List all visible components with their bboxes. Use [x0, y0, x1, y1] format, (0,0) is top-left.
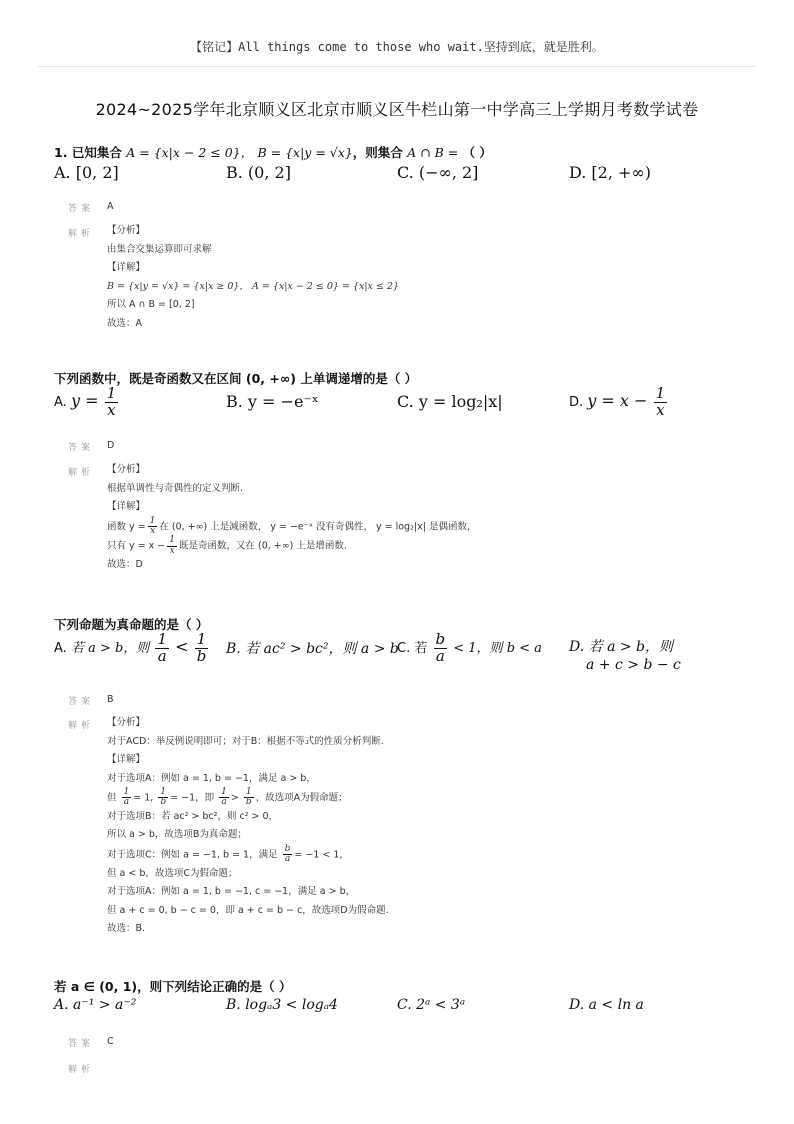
analysis-body — [107, 222, 399, 333]
option-expr: y = — [70, 390, 99, 410]
option-c — [397, 632, 542, 665]
numerator: 1 — [158, 788, 168, 798]
option-c: C. (−∞, 2] — [397, 163, 479, 182]
numerator: 1 — [123, 787, 130, 797]
fraction — [434, 632, 448, 665]
numerator: 1 — [149, 515, 156, 526]
denominator: x — [107, 400, 116, 419]
question-2 — [54, 369, 754, 387]
answer-label: 答案 — [68, 697, 95, 707]
answer-value: D — [107, 440, 115, 451]
question-number: 1. — [54, 145, 68, 160]
option-letter: D. — [569, 394, 584, 410]
denominator: x — [656, 400, 665, 419]
analysis-line — [107, 517, 476, 537]
option-d: D. [2, +∞) — [569, 163, 651, 182]
question-1 — [54, 143, 754, 193]
option-c: C. y = log₂|x| — [397, 392, 503, 411]
option-expr: < 1，则 b < a — [453, 640, 542, 656]
text: 在 (0, +∞) 上是减函数， y = −e⁻ˣ 没有奇偶性， y = log₂|x| 是偶函数， — [159, 520, 477, 532]
analysis-line: 故选：D — [107, 559, 143, 571]
denominator: a — [435, 646, 445, 665]
analysis-line: 故选：B. — [107, 923, 146, 935]
analysis-label: 解析 — [68, 1065, 95, 1075]
intersection-expr: A ∩ B = — [407, 145, 459, 160]
text: 只有 y = x − — [107, 540, 166, 552]
text: 但 — [107, 792, 117, 804]
denominator: b — [245, 797, 252, 808]
option-d-conclusion: a + c > b − c — [586, 657, 681, 673]
answer-label: 答案 — [68, 1039, 95, 1049]
numerator: 1 — [655, 384, 666, 402]
numerator: 1 — [106, 384, 117, 402]
question-4 — [54, 977, 754, 995]
analysis-label: 解析 — [68, 229, 95, 239]
denominator: a — [284, 854, 291, 865]
option-d — [569, 386, 669, 419]
text: = −1 < 1， — [294, 849, 349, 861]
fraction — [105, 386, 119, 419]
motto-banner: 【铭记】All things come to those who wait.坚持到底，就是胜利。 — [190, 40, 604, 54]
analysis-line: 对于选项A：例如 a = 1, b = −1, c = −1，满足 a > b， — [107, 886, 356, 898]
fraction — [167, 536, 177, 556]
numerator: 1 — [157, 630, 167, 648]
option-letter: C. — [397, 640, 411, 656]
question-1-stem — [54, 143, 754, 161]
analysis-line: 【分析】 — [107, 464, 146, 475]
fraction — [122, 788, 132, 808]
text: > — [230, 792, 239, 804]
operator: < — [175, 636, 189, 656]
text: = 1, — [133, 792, 154, 804]
option-a — [54, 386, 120, 419]
stem-text: 已知集合 — [71, 145, 122, 160]
option-a — [54, 632, 210, 665]
numerator: b — [435, 630, 446, 648]
option-d: D. 若 a > b，则 — [569, 639, 674, 655]
denominator: a — [157, 646, 167, 665]
analysis-line: 但 a < b，故选项C为假命题； — [107, 867, 238, 879]
option-b: B. y = −e⁻ˣ — [226, 392, 319, 411]
question-2-stem: 下列函数中，既是奇函数又在区间 (0, +∞) 上单调递增的是（ ） — [54, 371, 418, 386]
option-a: A. [0, 2] — [54, 163, 119, 182]
page-title: 2024~2025学年北京顺义区北京市顺义区牛栏山第一中学高三上学期月考数学试卷 — [95, 100, 699, 119]
analysis-line — [107, 536, 476, 556]
stem-text: ，则集合 — [352, 145, 403, 160]
question-1-options — [54, 163, 754, 193]
fraction — [244, 788, 254, 808]
fraction — [283, 845, 293, 865]
option-letter: A. — [54, 394, 67, 410]
set-a: A = {x|x − 2 ≤ 0}， — [126, 145, 254, 160]
answer-value: A — [107, 201, 114, 212]
answer-value: C — [107, 1036, 114, 1047]
question-4-stem: 若 a ∈ (0, 1)，则下列结论正确的是（ ） — [54, 979, 292, 994]
analysis-line: 对于选项B：若 ac² > bc²，则 c² > 0， — [107, 810, 279, 822]
option-b: B. 若 ac² > bc²，则 a > b — [226, 641, 399, 657]
text: 函数 y = — [107, 520, 146, 532]
denominator: x — [169, 545, 175, 556]
analysis-line — [107, 845, 389, 865]
analysis-line: 【分析】 — [107, 717, 146, 728]
analysis-line: 故选：A — [107, 317, 142, 329]
analysis-line: 由集合交集运算即可求解 — [107, 243, 212, 255]
fraction — [158, 788, 168, 808]
analysis-body — [107, 714, 389, 939]
option-expr: 若 a > b，则 — [70, 640, 150, 656]
fraction — [155, 632, 169, 665]
numerator: b — [284, 843, 291, 854]
text: = −1，即 — [170, 792, 215, 804]
answer-value: B — [107, 694, 114, 705]
option-c: C. 2ᵃ < 3ᵃ — [397, 997, 466, 1013]
denominator: a — [123, 797, 130, 808]
fraction — [195, 632, 209, 665]
analysis-line: 【分析】 — [107, 225, 146, 236]
analysis-line: 【详解】 — [107, 754, 146, 765]
answer-label: 答案 — [68, 443, 95, 453]
analysis-line: 所以 A ∩ B = [0, 2] — [107, 299, 195, 310]
analysis-line: 根据单调性与奇偶性的定义判断. — [107, 482, 244, 494]
header-divider — [38, 66, 756, 67]
analysis-line: B = {x|y = √x} = {x|x ≥ 0}， A = {x|x − 2 ≤ 0} = {x|x ≤ 2} — [107, 280, 399, 292]
analysis-label: 解析 — [68, 721, 95, 731]
analysis-body — [107, 461, 476, 575]
denominator: a — [221, 797, 227, 808]
fraction — [654, 386, 668, 419]
option-expr: y = x − — [587, 390, 648, 410]
numerator: 1 — [221, 787, 227, 797]
text: 对于选项C：例如 a = −1, b = 1，满足 — [107, 849, 278, 861]
fraction — [148, 517, 158, 537]
analysis-line: 【详解】 — [107, 262, 146, 273]
option-b: B. logₐ3 < logₐ4 — [226, 997, 338, 1013]
analysis-line: 【详解】 — [107, 501, 146, 512]
stem-blank: （ ） — [462, 145, 492, 160]
analysis-label: 解析 — [68, 468, 95, 478]
analysis-line: 但 a + c = 0, b − c = 0，即 a + c = b − c，故选项D为假命题. — [107, 904, 389, 916]
denominator: b — [196, 646, 207, 665]
option-a: A. a⁻¹ > a⁻² — [54, 997, 137, 1013]
analysis-line: 所以 a > b，故选项B为真命题； — [107, 829, 247, 841]
option-d: D. a < ln a — [569, 997, 644, 1013]
option-expr: 若 — [414, 640, 428, 656]
text: ，故选项A为假命题； — [255, 792, 348, 804]
numerator: 1 — [169, 535, 175, 546]
numerator: 1 — [195, 632, 209, 649]
option-b: B. (0, 2] — [226, 163, 291, 182]
answer-label: 答案 — [68, 204, 95, 214]
numerator: 1 — [244, 788, 254, 798]
option-letter: A. — [54, 640, 67, 656]
set-b: B = {x|y = √x} — [257, 145, 353, 160]
denominator: x — [149, 525, 156, 536]
fraction — [219, 788, 229, 808]
question-3-stem: 下列命题为真命题的是（ ） — [54, 617, 209, 632]
analysis-line — [107, 788, 389, 808]
analysis-line: 对于选项A：例如 a = 1, b = −1，满足 a > b， — [107, 772, 316, 784]
text: 既是奇函数，又在 (0, +∞) 上是增函数. — [178, 540, 347, 552]
analysis-line: 对于ACD：举反例说明即可；对于B：根据不等式的性质分析判断. — [107, 735, 384, 747]
denominator: b — [160, 797, 167, 808]
